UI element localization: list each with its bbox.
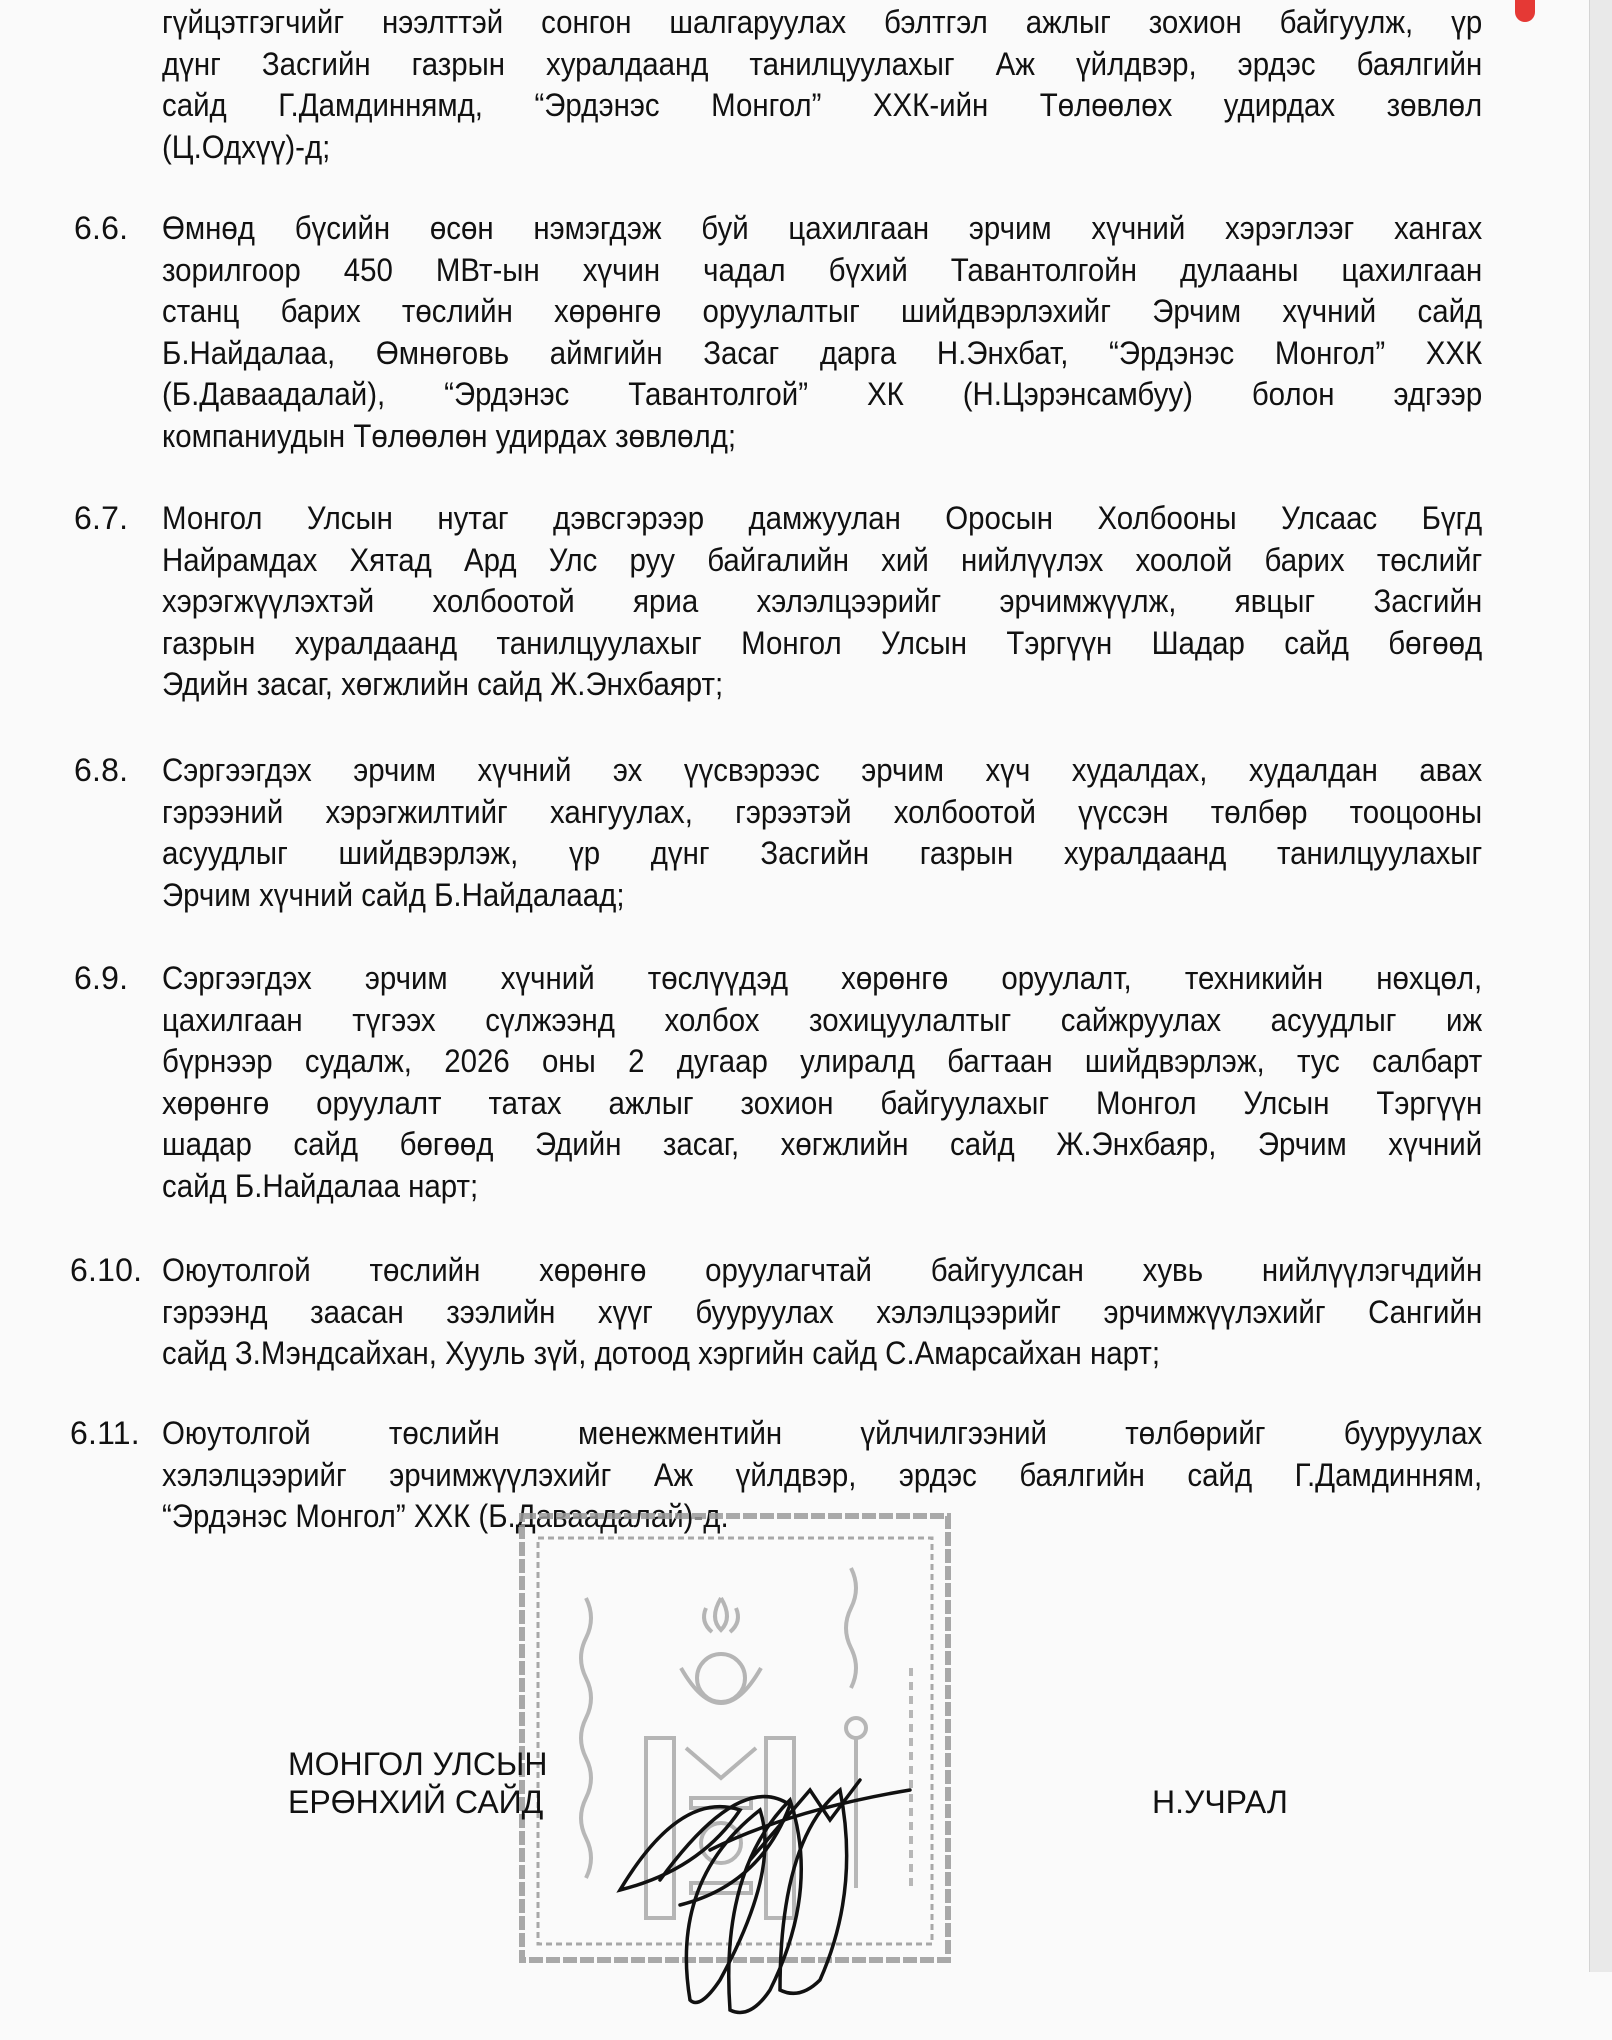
signatory-title bbox=[288, 1745, 547, 1821]
clause-number: 6.11. bbox=[70, 1415, 140, 1451]
text-line: дүнг Засгийн газрын хуралдаанд танилцуулахыг Аж үйлдвэр, эрдэс баялгийн bbox=[162, 45, 1483, 82]
text-line: гүйцэтгэгчийг нээлттэй сонгон шалгаруулах бэлтгэл ажлыг зохион байгуулж, үр bbox=[162, 4, 1483, 40]
text-line: зорилгоор 450 МВт-ын хүчин чадал бүхий Тавантолгойн дулааны цахилгаан bbox=[162, 251, 1483, 288]
text-line: цахилгаан түгээх сүлжээнд холбох зохицуулалтыг сайжруулах асуудлыг иж bbox=[162, 1001, 1483, 1038]
clause-text bbox=[162, 498, 1482, 706]
text-line: сайд Б.Найдалаа нарт; bbox=[162, 1167, 479, 1204]
text-line: бүрнээр судалж, 2026 оны 2 дугаар улиралд багтаан шийдвэрлэж, тус салбарт bbox=[162, 1043, 1483, 1079]
text-line: Оюутолгой төслийн хөрөнгө оруулагчтай байгуулсан хувь нийлүүлэгчдийн bbox=[162, 1252, 1483, 1288]
text-line: Монгол Улсын нутаг дэвсгэрээр дамжуулан Оросын Холбооны Улсаас Бүгд bbox=[162, 500, 1483, 536]
text-line: Эрчим хүчний сайд Б.Найдалаад; bbox=[162, 876, 625, 913]
clause-text bbox=[162, 208, 1482, 457]
notification-dot-icon bbox=[1515, 0, 1535, 22]
text-line: Б.Найдалаа, Өмнөговь аймгийн Засаг дарга Н.Энхбат, “Эрдэнэс Монгол” ХХК bbox=[162, 334, 1483, 371]
text-line: Өмнөд бүсийн өсөн нэмэгдэж буй цахилгаан эрчим хүчний хэрэглээг хангах bbox=[162, 210, 1483, 246]
handwritten-signature-icon bbox=[600, 1740, 930, 2040]
text-line: (Б.Даваадалай), “Эрдэнэс Тавантолгой” ХК (Н.Цэрэнсамбуу) болон эдгээр bbox=[162, 376, 1483, 412]
text-line: компаниудын Төлөөлөн удирдах зөвлөлд; bbox=[162, 417, 737, 454]
clause-text bbox=[162, 958, 1482, 1207]
text-line: хөрөнгө оруулалт татах ажлыг зохион байгуулахыг Монгол Улсын Тэргүүн bbox=[162, 1084, 1483, 1121]
clause-number: 6.9. bbox=[74, 960, 129, 996]
intro-text bbox=[162, 2, 1482, 168]
text-line: сайд Г.Дамдиннямд, “Эрдэнэс Монгол” ХХК-ийн Төлөөлөх удирдах зөвлөл bbox=[162, 87, 1483, 123]
text-line: хэлэлцээрийг эрчимжүүлэхийг Аж үйлдвэр, эрдэс баялгийн сайд Г.Дамдинням, bbox=[162, 1456, 1483, 1493]
clause-number: 6.7. bbox=[74, 500, 129, 536]
text-line: Найрамдах Хятад Ард Улс руу байгалийн хий нийлүүлэх хоолой барих төслийг bbox=[162, 541, 1483, 578]
text-line: Эдийн засаг, хөгжлийн сайд Ж.Энхбаярт; bbox=[162, 666, 724, 702]
clause-number: 6.6. bbox=[74, 210, 129, 246]
text-line: сайд З.Мэндсайхан, Хууль зүй, дотоод хэргийн сайд С.Амарсайхан нарт; bbox=[162, 1335, 1160, 1371]
text-line: Сэргээгдэх эрчим хүчний эх үүсвэрээс эрчим хүч худалдах, худалдан авах bbox=[162, 752, 1483, 788]
clause-number: 6.10. bbox=[70, 1252, 143, 1288]
text-line: Сэргээгдэх эрчим хүчний төслүүдэд хөрөнгө оруулалт, техникийн нөхцөл, bbox=[162, 960, 1483, 996]
text-line: хэрэгжүүлэхтэй холбоотой яриа хэлэлцээрийг эрчимжүүлж, явцыг Засгийн bbox=[162, 583, 1483, 619]
text-line: станц барих төслийн хөрөнгө оруулалтыг шийдвэрлэхийг Эрчим хүчний сайд bbox=[162, 293, 1483, 329]
text-line: асуудлыг шийдвэрлэж, үр дүнг Засгийн газрын хуралдаанд танилцуулахыг bbox=[162, 835, 1483, 871]
text-line: “Эрдэнэс Монгол” ХХК (Б.Даваадалай)-д. bbox=[162, 1498, 729, 1534]
text-line: гэрээний хэрэгжилтийг хангуулах, гэрээтэй холбоотой үүссэн төлбөр тооцооны bbox=[162, 793, 1483, 830]
clause-number: 6.8. bbox=[74, 752, 129, 788]
text-line: (Ц.Одхүү)-д; bbox=[162, 128, 331, 165]
signatory-title-line: ЕРӨНХИЙ САЙД bbox=[288, 1784, 544, 1820]
clause-text bbox=[162, 750, 1482, 916]
text-line: газрын хуралдаанд танилцуулахыг Монгол Улсын Тэргүүн Шадар сайд бөгөөд bbox=[162, 624, 1483, 661]
text-line: гэрээнд заасан зээлийн хүүг бууруулах хэлэлцээрийг эрчимжүүлэхийг Сангийн bbox=[162, 1293, 1483, 1330]
text-line: шадар сайд бөгөөд Эдийн засаг, хөгжлийн сайд Ж.Энхбаяр, Эрчим хүчний bbox=[162, 1126, 1483, 1162]
page-edge bbox=[1589, 0, 1612, 1972]
signatory-name: Н.УЧРАЛ bbox=[1152, 1784, 1288, 1820]
clause-text bbox=[162, 1250, 1482, 1375]
text-line: Оюутолгой төслийн менежментийн үйлчилгээний төлбөрийг бууруулах bbox=[162, 1415, 1483, 1451]
signatory-title-line: МОНГОЛ УЛСЫН bbox=[288, 1746, 548, 1782]
